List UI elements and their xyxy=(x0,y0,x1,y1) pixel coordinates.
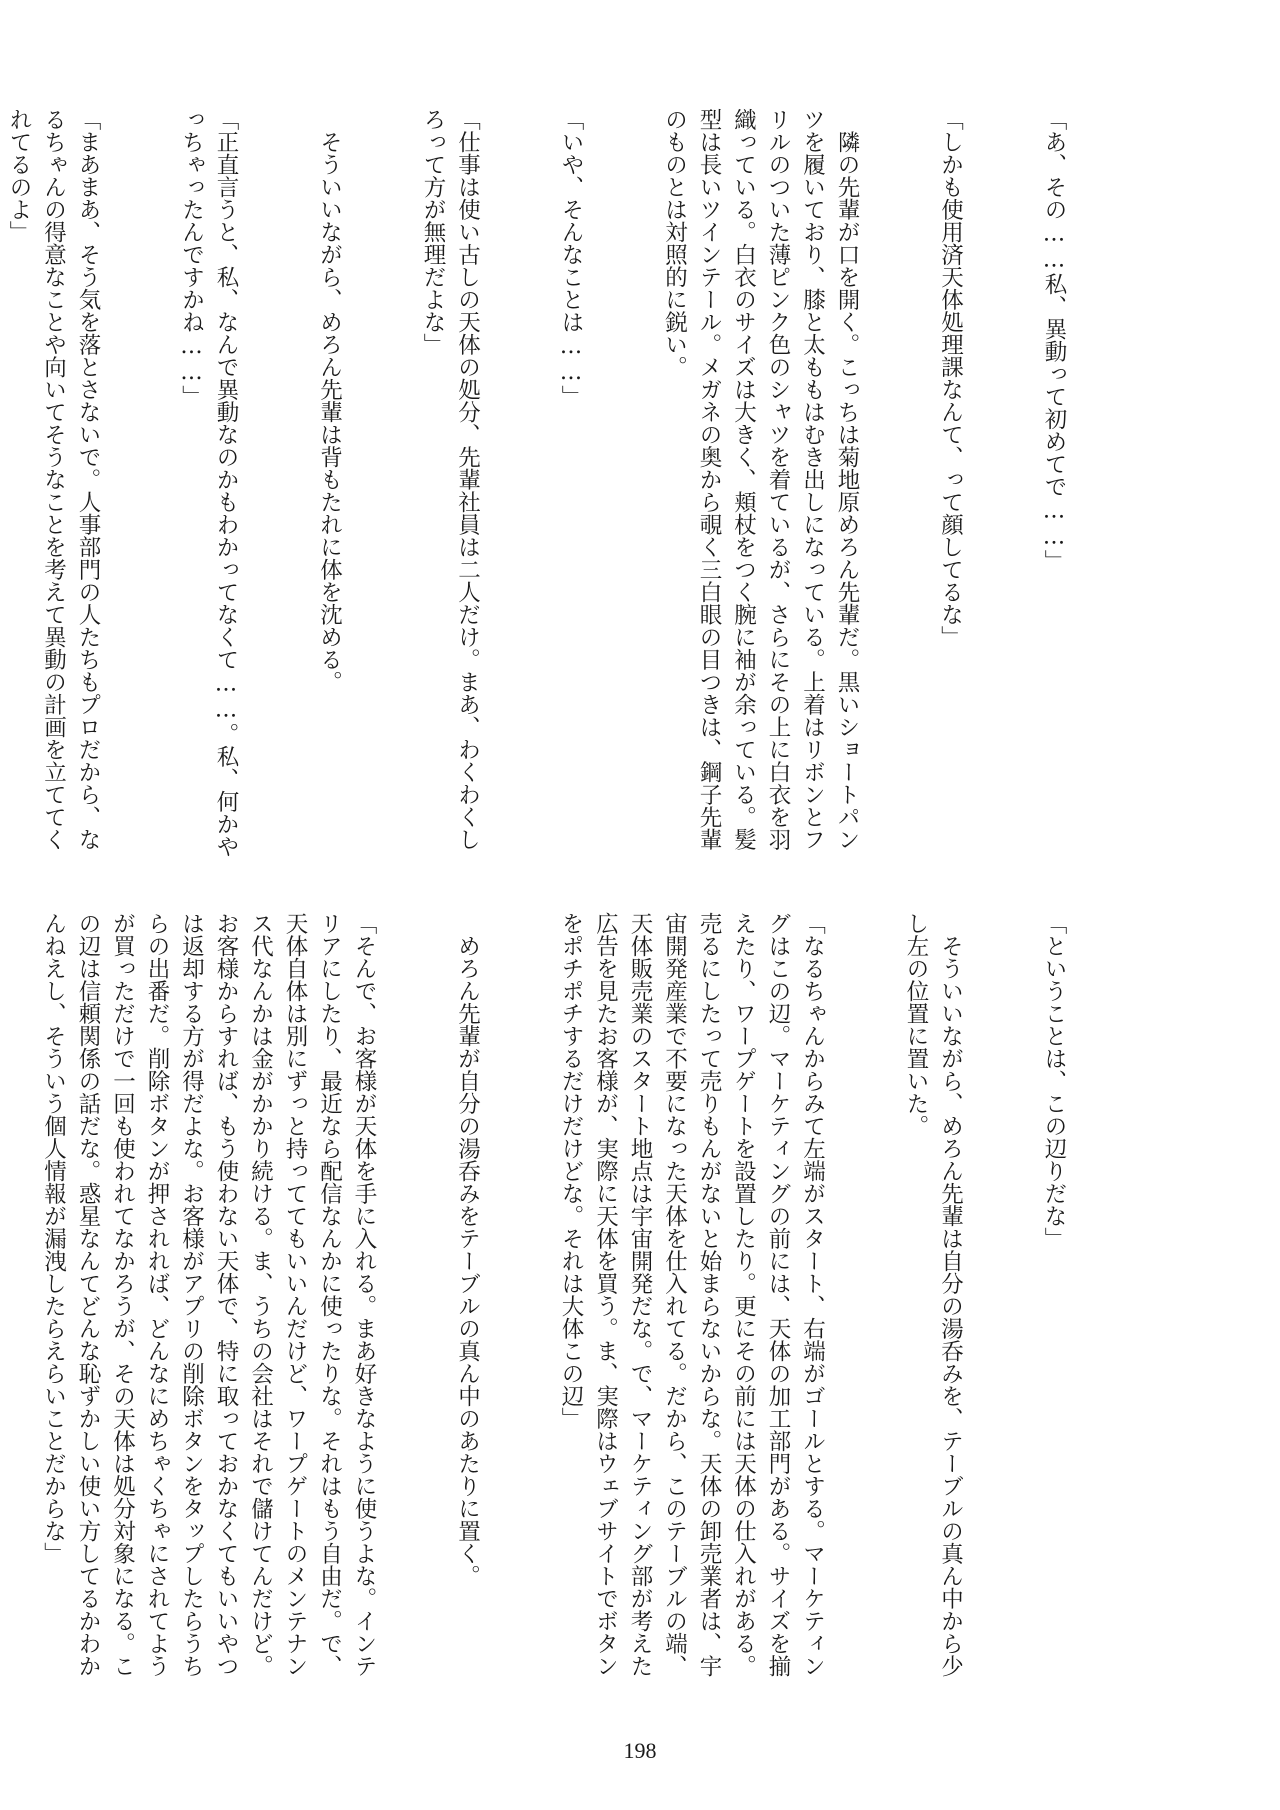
paragraph: 「いや、そんなことは……」 xyxy=(558,108,584,408)
paragraph: 「なるちゃんからみて左端がスタート、右端がゴールとする。マーケティングはこの辺。マーケティングの前には、天体の加工部門がある。サイズを揃えたり、ワープゲートを設置したり。更にその前には天体の仕入れがある。売るにしたって売りもんがないと始まらないからな。天体の卸売業者は、宇宙開発産業で不要になった天体を仕入れてる。だから、このテーブルの端、天体販売業のスタート地点は宇宙開発だな。で、マーケティング部が考えた広告を見たお客様が、実際に天体を買う。ま、実際はウェブサイトでボタンをポチポチするだけだけどな。それは大体この辺」 xyxy=(558,912,826,1677)
paragraph: 「仕事は使い古しの天体の処分、先輩社員は二人だけ。まあ、わくわくしろって方が無理だよな」 xyxy=(420,108,481,851)
lower-text-block xyxy=(40,912,1140,1692)
paragraph: 「そんで、お客様が天体を手に入れる。まあ好きなように使うよな。インテリアにしたり、最近なら配信なんかに使ったりな。それはもう自由だ。で、天体自体は別にずっと持っててもいいんだけど、ワープゲートのメンテナンス代なんかは金がかかり続ける。ま、うちの会社はそれで儲けてんだけど。お客様からすれば、もう使わない天体で、特に取っておかなくてもいいやつは返却する方が得だよな。お客様がアプリの削除ボタンをタップしたらうちらの出番だ。削除ボタンが押されれば、どんなにめちゃくちゃにされてようが買っただけで一回も使われてなかろうが、その天体は処分対象になる。この辺は信頼関係の話だな。惑星なんてどんな恥ずかしい使い方してるかわかんねえし、そういう個人情報が漏洩したらえらいことだからな」 xyxy=(40,912,377,1677)
paragraph: めろん先輩が自分の湯呑みをテーブルの真ん中のあたりに置く。 xyxy=(454,912,481,1587)
paragraph: 「正直言うと、私、なんで異動なのかもわかってなくて……。私、何かやっちゃったんですかね……」 xyxy=(178,108,239,858)
paragraph: そういいながら、めろん先輩は自分の湯呑みを、テーブルの真ん中から少し左の位置に置いた。 xyxy=(903,912,964,1677)
paragraph: 「まあまあ、そう気を落とさないで。人事部門の人たちもプロだから、なるちゃんの得意なことや向いてそうなことを考えて異動の計画を立ててくれてるのよ」 xyxy=(6,108,101,851)
upper-text-block xyxy=(6,108,1140,868)
paragraph: 「しかも使用済天体処理課なんて、って顔してるな」 xyxy=(937,108,964,648)
paragraph: 「ということは、この辺りだな」 xyxy=(1041,912,1067,1250)
paragraph: 「あ、その……私、異動って初めてで……」 xyxy=(1041,108,1067,572)
paragraph: 隣の先輩が口を開く。こっちは菊地原めろん先輩だ。黒いショートパンツを履いており、膝と太ももはむき出しになっている。上着はリボンとフリルのついた薄ピンク色のシャツを着ているが、さらにその上に白衣を羽織っている。白衣のサイズは大きく、頬杖をつく腕に袖が余っている。髪型は長いツインテール。メガネの奥から覗く三白眼の目つきは、鋼子先輩のものとは対照的に鋭い。 xyxy=(661,108,860,851)
paragraph: そういいながら、めろん先輩は背もたれに体を沈める。 xyxy=(316,108,343,693)
page-number: 198 xyxy=(623,1738,657,1763)
